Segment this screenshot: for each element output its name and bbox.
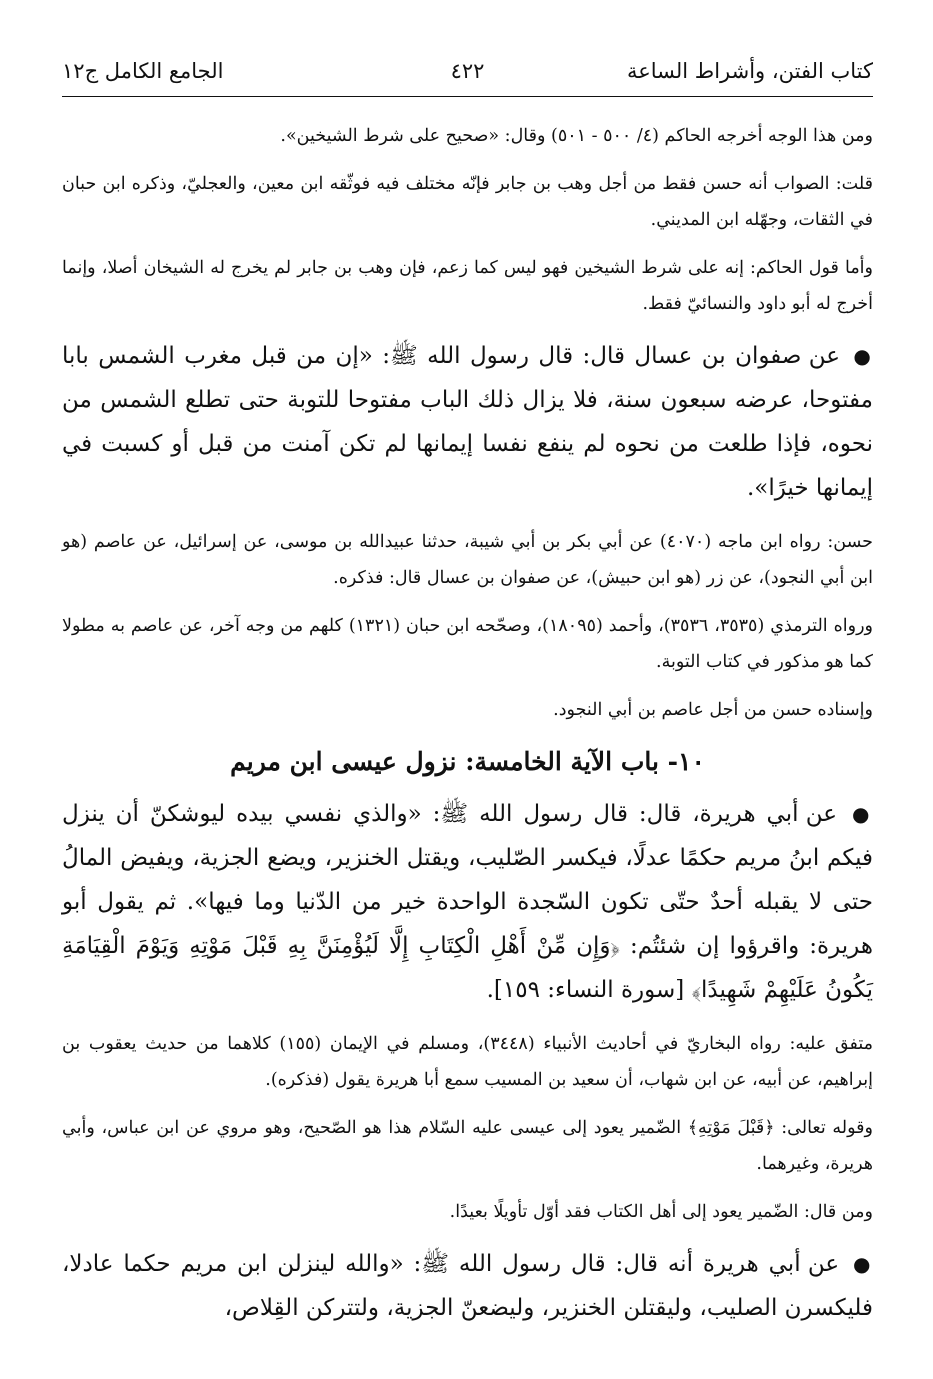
book-title: الجامع الكامل ج١٢ [62, 59, 224, 83]
bullet-icon: ● [853, 1252, 873, 1276]
header-divider [62, 96, 873, 97]
hadith-paragraph: ● عن أبي هريرة، قال: قال رسول الله ﷺ: «والذي نفسي بيده ليوشكنّ أن ينزل فيكم ابنُ مريم حكمًا عدلًا، فيكسر الصّليب، ويقتل الخنزير، ويضع الجزية، ويفيض المالُ حتى لا يقبله أحدٌ حتّى تكون السّجدة الواحدة خير من الدّنيا وما فيها». ثم يقول أبو هريرة: واقرؤوا إن شئتُم: ﴿وَإِن مِّنْ أَهْلِ الْكِتَابِ إِلَّا لَيُؤْمِنَنَّ بِهِ قَبْلَ مَوْتِهِ وَيَوْمَ الْقِيَامَةِ يَكُونُ عَلَيْهِمْ شَهِيدًا﴾ [سورة النساء: ١٥٩]. [62, 801, 874, 1003]
page-number: ٤٢٢ [450, 59, 485, 83]
paragraph: ومن قال: الضّمير يعود إلى أهل الكتاب فقد أوّل تأويلًا بعيدًا. [449, 1202, 873, 1222]
paragraph: ومن هذا الوجه أخرجه الحاكم (٤/ ٥٠٠ - ٥٠١) وقال: «صحيح على شرط الشيخين». [280, 126, 873, 146]
paragraph: ورواه الترمذي (٣٥٣٥، ٣٥٣٦)، وأحمد (١٨٠٩٥)، وصحّحه ابن حبان (١٣٢١) كلهم من وجه آخر، عن عاصم به مطولا كما هو مذكور في كتاب التوبة. [62, 616, 873, 672]
paragraph: حسن: رواه ابن ماجه (٤٠٧٠) عن أبي بكر بن أبي شيبة، حدثنا عبيدالله بن موسى، عن إسرائيل، عن عاصم (هو ابن أبي النجود)، عن زر (هو ابن حبيش)، عن صفوان بن عسال قال: فذكره. [62, 532, 873, 588]
section-heading: ١٠- باب الآية الخامسة: نزول عيسى ابن مريم [230, 747, 705, 776]
hadith-paragraph: ● عن صفوان بن عسال قال: قال رسول الله ﷺ: «إن من قبل مغرب الشمس بابا مفتوحا، عرضه سبعون سنة، فلا يزال ذلك الباب مفتوحا للتوبة حتى تطلع الشمس من نحوه، فإذا طلعت من نحوه لم ينفع نفسا إيمانها لم تكن آمنت من قبل أو كسبت في إيمانها خيرًا». [62, 343, 873, 501]
chapter-title: كتاب الفتن، وأشراط الساعة [626, 59, 873, 83]
paragraph: وإسناده حسن من أجل عاصم بن أبي النجود. [553, 700, 873, 720]
paragraph: متفق عليه: رواه البخاريّ في أحاديث الأنبياء (٣٤٤٨)، ومسلم في الإيمان (١٥٥) كلاهما من حديث يعقوب بن إبراهيم، عن أبيه، عن ابن شهاب، أن سعيد بن المسيب سمع أبا هريرة يقول (فذكره). [62, 1034, 874, 1090]
paragraph: وأما قول الحاكم: إنه على شرط الشيخين فهو ليس كما زعم، فإن وهب بن جابر لم يخرج له الشيخان أصلا، وإنما أخرج له أبو داود والنسائيّ فقط. [62, 258, 873, 314]
paragraph: وقوله تعالى: ﴿قَبْلَ مَوْتِهِ﴾ الضّمير يعود إلى عيسى عليه السّلام هذا هو الصّحيح، وهو مروي عن ابن عباس، وأبي هريرة، وغيرهما. [62, 1118, 873, 1174]
bullet-icon: ● [851, 802, 874, 826]
hadith-paragraph: ● عن أبي هريرة أنه قال: قال رسول الله ﷺ: «والله لينزلن ابن مريم حكما عادلا، فليكسرن الصليب، وليقتلن الخنزير، وليضعنّ الجزية، ولتتركن القِلاص، [62, 1251, 873, 1321]
page-body [62, 118, 873, 1344]
bullet-icon: ● [853, 344, 873, 368]
page-header [62, 56, 873, 90]
paragraph: قلت: الصواب أنه حسن فقط من أجل وهب بن جابر فإنّه مختلف فيه فوثّقه ابن معين، والعجليّ، وذكره ابن حبان في الثقات، وجهّله ابن المديني. [62, 174, 873, 230]
